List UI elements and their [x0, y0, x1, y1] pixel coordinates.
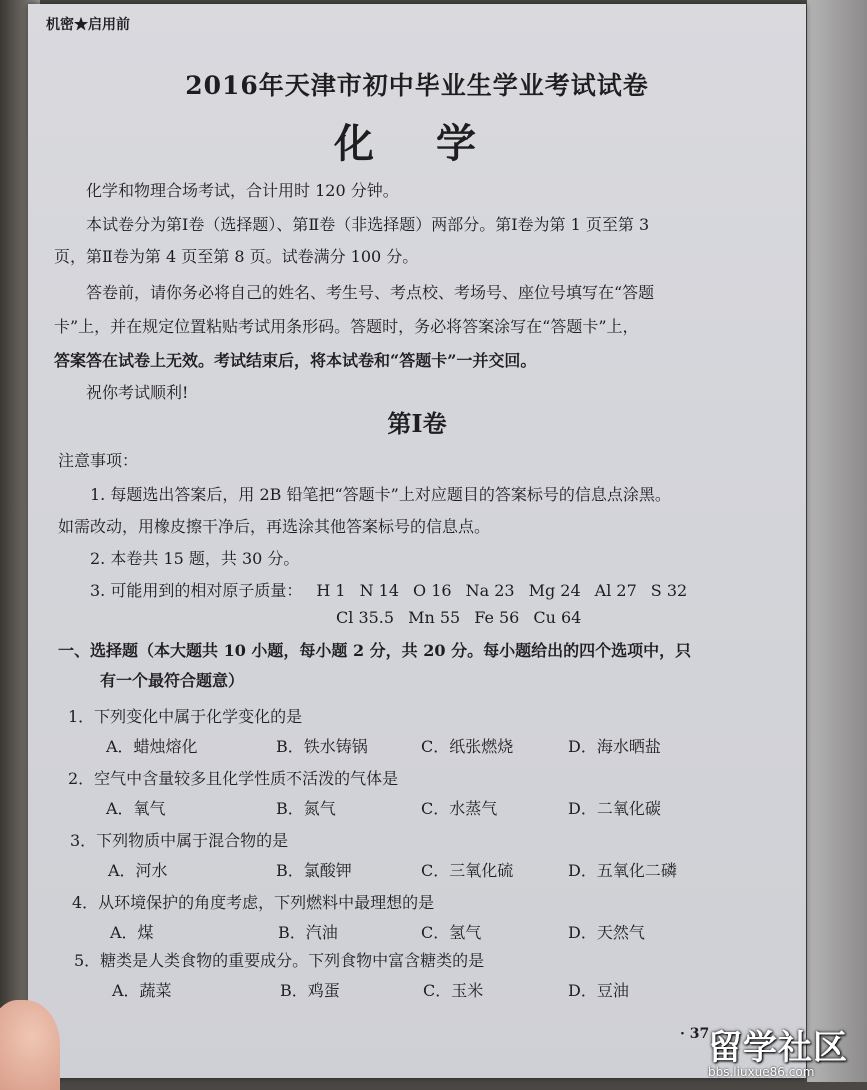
atom-mass: N 14 [359, 581, 400, 600]
good-luck-line: 祝你考试顺利! [86, 383, 189, 402]
option-d: D．二氧化碳 [568, 799, 661, 818]
atom-mass: Mn 55 [408, 608, 461, 627]
option-a: A．河水 [108, 861, 168, 880]
note-line: 如需改动，用橡皮擦干净后，再选涂其他答案标号的信息点。 [58, 517, 491, 536]
atom-mass: S 32 [650, 581, 688, 600]
confidential-mark: 机密★启用前 [46, 17, 130, 33]
option-c: C．氢气 [421, 923, 482, 942]
section-heading: 一、选择题（本大题共 10 小题，每小题 2 分，共 20 分。每小题给出的四个选项中，只 [58, 641, 692, 660]
watermark-logo [708, 1020, 848, 1079]
intro-line: 本试卷分为第Ⅰ卷（选择题）、第Ⅱ卷（非选择题）两部分。第Ⅰ卷为第 1 页至第 3 [86, 215, 650, 234]
atom-mass: Mg 24 [528, 581, 581, 600]
atom-mass: Cl 35.5 [336, 608, 395, 627]
atom-mass: Fe 56 [474, 608, 520, 627]
option-b: B．鸡蛋 [280, 981, 340, 1000]
option-a: A．蜡烛熔化 [106, 737, 198, 756]
intro-line: 化学和物理合场考试，合计用时 120 分钟。 [86, 181, 399, 200]
section-heading-cont: 有一个最符合题意） [100, 671, 245, 690]
atom-mass: O 16 [413, 581, 452, 600]
exam-page [28, 4, 806, 1078]
question-stem: 3．下列物质中属于混合物的是 [70, 831, 289, 850]
watermark-url: bbs.liuxue86.com [708, 1065, 815, 1079]
option-c: C．纸张燃烧 [421, 737, 514, 756]
exam-title: 2016年天津市初中毕业生学业考试试卷 [185, 71, 649, 100]
option-d: D．海水晒盐 [568, 737, 661, 756]
option-a: A．氧气 [106, 799, 166, 818]
atom-mass: Al 27 [594, 581, 637, 600]
option-b: B．汽油 [278, 923, 338, 942]
option-c: C．三氧化硫 [421, 861, 514, 880]
watermark-text: 留学社区 [708, 1028, 848, 1068]
question-stem: 5．糖类是人类食物的重要成分。下列食物中富含糖类的是 [74, 951, 485, 970]
question-stem: 1．下列变化中属于化学变化的是 [68, 707, 303, 726]
option-b: B．氯酸钾 [276, 861, 352, 880]
intro-line: 页，第Ⅱ卷为第 4 页至第 8 页。试卷满分 100 分。 [54, 247, 419, 266]
atomic-mass-row [90, 578, 701, 601]
option-a: A．煤 [110, 923, 154, 942]
volume-title: 第Ⅰ卷 [387, 409, 447, 438]
page-number: · 37 · [680, 1026, 719, 1042]
option-c: C．水蒸气 [421, 799, 498, 818]
option-a: A．蔬菜 [112, 981, 172, 1000]
option-d: D．豆油 [568, 981, 629, 1000]
option-d: D．天然气 [568, 923, 645, 942]
next-page-edge [807, 0, 867, 1082]
subject-title: 化 学 [334, 120, 500, 167]
option-b: B．铁水铸锅 [276, 737, 368, 756]
question-stem: 2．空气中含量较多且化学性质不活泼的气体是 [68, 769, 399, 788]
note-line: 2. 本卷共 15 题，共 30 分。 [90, 549, 300, 568]
question-stem: 4．从环境保护的角度考虑，下列燃料中最理想的是 [72, 893, 435, 912]
option-b: B．氮气 [276, 799, 336, 818]
atom-mass: Na 23 [465, 581, 515, 600]
atom-mass: H 1 [316, 581, 346, 600]
intro-line: 答案答在试卷上无效。考试结束后，将本试卷和“答题卡”一并交回。 [54, 351, 537, 370]
intro-line: 答卷前，请你务必将自己的姓名、考生号、考点校、考场号、座位号填写在“答题 [86, 283, 655, 302]
intro-line: 卡”上，并在规定位置粘贴考试用条形码。答题时，务必将答案涂写在“答题卡”上， [54, 317, 639, 336]
option-c: C．玉米 [423, 981, 484, 1000]
note-line: 3. 可能用到的相对原子质量： [90, 581, 303, 600]
note-line: 1. 每题选出答案后，用 2B 铅笔把“答题卡”上对应题目的答案标号的信息点涂黑。 [90, 485, 671, 504]
option-d: D．五氧化二磷 [568, 861, 677, 880]
notes-heading: 注意事项： [58, 451, 139, 470]
atomic-mass-row [336, 608, 595, 627]
atom-mass: Cu 64 [533, 608, 582, 627]
